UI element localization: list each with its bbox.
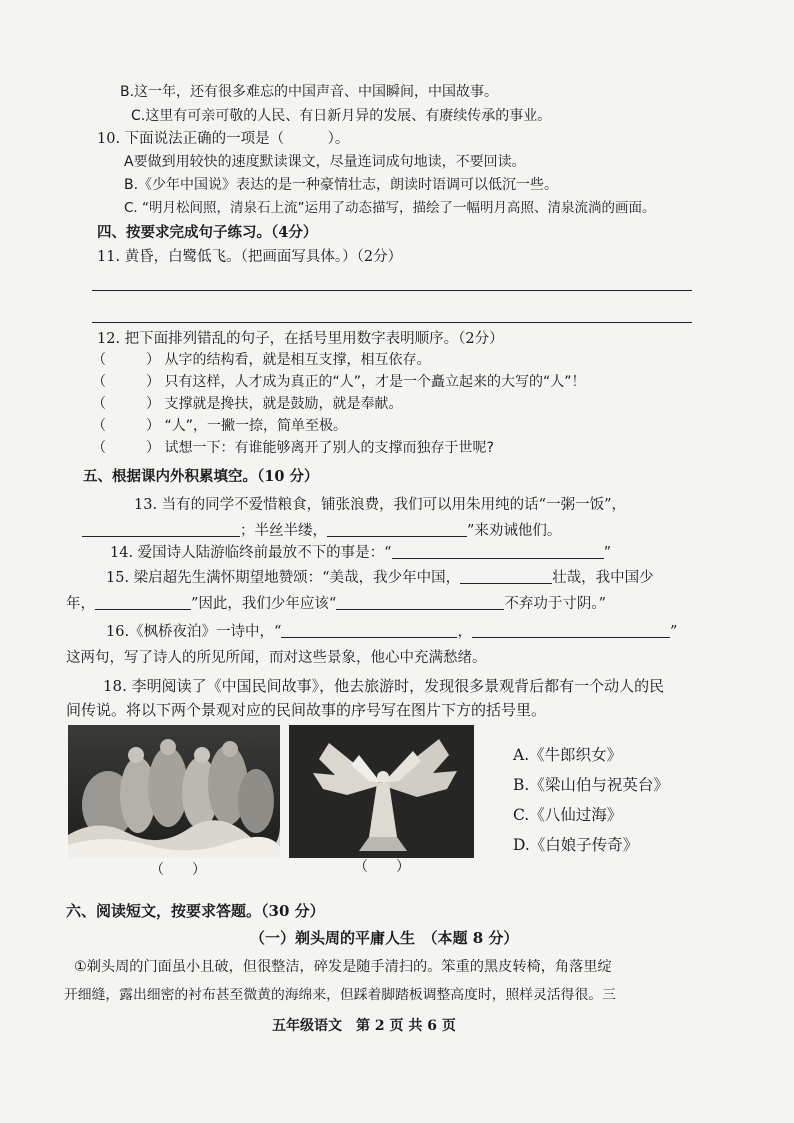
section4-heading: 四、按要求完成句子练习。（4分）: [97, 224, 318, 241]
sculpture-image: [68, 725, 280, 858]
passage-para1-line1: ①剃头周的门面虽小且破，但很整洁，碎发是随手清扫的。笨重的黑皮转椅，角落里绽: [74, 959, 612, 975]
q15-blank-2[interactable]: [95, 594, 191, 610]
q14-close: ”: [603, 545, 612, 561]
q16-blank-2[interactable]: [472, 622, 670, 638]
q15-end: 不弃功于寸阴。”: [504, 596, 606, 612]
q10-stem: 10. 下面说法正确的一项是（ ）。: [97, 131, 350, 147]
q13-blank-2[interactable]: [327, 521, 467, 537]
q16-comma: ，: [457, 624, 472, 640]
sentence-text: 只有这样，人才成为真正的“人”，才是一个矗立起来的大写的“人”！: [164, 374, 586, 390]
sentence-text: 试想一下：有谁能够离开了别人的支撑而独存于世呢?: [164, 440, 494, 456]
q14-stem: 14. 爱国诗人陆游临终前最放不下的事是：“: [110, 545, 392, 561]
paren-open: （: [92, 440, 106, 456]
passage-title: （一）剃头周的平庸人生 （本题 8 分）: [250, 929, 519, 947]
q16-blank-1[interactable]: [281, 622, 457, 638]
q13-line-1: 13. 当有的同学不爱惜粮食，铺张浪费，我们可以用朱用纯的话“一粥一饭”，: [134, 497, 626, 513]
q12-sentence-5: [92, 438, 494, 458]
sentence-text: “人”，一撇一捺，简单至极。: [164, 418, 347, 434]
q15-mid: 壮哉，我中国少: [552, 570, 654, 586]
q16-close: ”: [669, 624, 678, 640]
paren-close: ）: [146, 374, 160, 390]
q15-year: 年，: [66, 596, 95, 612]
story-option-c: C.《八仙过海》: [513, 806, 623, 824]
q11-stem: 11. 黄昏，白鹭低飞。（把画面写具体。）（2分）: [97, 249, 403, 265]
passage-para1-line2: 开细缝，露出细密的衬布甚至微黄的海绵来，但踩着脚踏板调整高度时，照样灵活得很。三: [64, 987, 616, 1003]
q18-line-1: 18. 李明阅读了《中国民间故事》，他去旅游时，发现很多景观背后都有一个动人的民: [103, 677, 665, 695]
q11-answer-line-2[interactable]: [92, 322, 692, 323]
q9-option-c: C.这里有可亲可敬的人民、有日新月异的发展、有赓续传承的事业。: [131, 108, 552, 124]
q12-sentence-2: [92, 372, 585, 392]
q10-option-b: B.《少年中国说》表达的是一种豪情壮志，朗读时语调可以低沉一些。: [124, 177, 559, 193]
story-option-a: A.《牛郎织女》: [513, 746, 623, 764]
q15-line-1: [106, 568, 654, 588]
q15-blank-3[interactable]: [336, 594, 504, 610]
q12-sentence-1: [92, 350, 430, 370]
section5-heading: 五、根据课内外积累填空。（10 分）: [83, 468, 319, 485]
q18-line-2: 间传说。将以下两个景观对应的民间故事的序号写在图片下方的括号里。: [66, 701, 547, 719]
paren-close: ）: [146, 352, 160, 368]
q10-option-a: A要做到用较快的速度默读课文，尽量连词成句地读，不要回读。: [124, 154, 526, 170]
q16-stem: 16.《枫桥夜泊》一诗中，“: [106, 624, 282, 640]
paren-close: ）: [146, 396, 160, 412]
q10-option-c: C. “明月松间照，清泉石上流”运用了动态描写，描绘了一幅明月高照、清泉流淌的画面。: [124, 200, 656, 216]
section6-heading: 六、阅读短文，按要求答题。（30 分）: [66, 902, 325, 920]
q12-stem: 12. 把下面排列错乱的句子，在括号里用数字表明顺序。（2分）: [97, 331, 504, 347]
dancer-image: [289, 725, 474, 858]
sentence-text: 从字的结构看，就是相互支撑，相互依存。: [164, 352, 431, 368]
q15-blank-1[interactable]: [460, 568, 552, 584]
q13-mid: ；半丝半缕，: [240, 523, 327, 539]
q13-end: ”来劝诫他们。: [467, 523, 562, 539]
q11-answer-line-1[interactable]: [92, 290, 692, 291]
paren-open: （: [92, 418, 106, 434]
paren-open: （: [92, 396, 106, 412]
q12-sentence-3: [92, 394, 402, 414]
q12-sentence-4: [92, 416, 347, 436]
q14-line: [110, 543, 611, 563]
paren-open: （: [92, 374, 106, 390]
q16-line-2: 这两句，写了诗人的所见所闻，而对这些景象，他心中充满愁绪。: [66, 650, 487, 666]
q9-option-b: B.这一年，还有很多难忘的中国声音、中国瞬间，中国故事。: [120, 84, 499, 100]
story-option-d: D.《白娘子传奇》: [513, 836, 639, 854]
image1-answer-paren[interactable]: （ ）: [150, 862, 206, 878]
q13-blank-1[interactable]: [82, 521, 240, 537]
sentence-text: 支撑就是搀扶，就是鼓励，就是奉献。: [164, 396, 403, 412]
image2-answer-paren[interactable]: （ ）: [354, 859, 410, 875]
q13-line-2: [82, 521, 561, 541]
q15-line-2: [66, 594, 606, 614]
q15-therefore: ”因此，我们少年应该“: [191, 596, 337, 612]
page-footer: 五年级语文 第 2 页 共 6 页: [272, 1018, 456, 1034]
paren-close: ）: [146, 418, 160, 434]
q15-stem: 15. 梁启超先生满怀期望地赞颂：“美哉，我少年中国，: [106, 570, 461, 586]
eight-immortals-photo: [68, 725, 280, 858]
story-option-b: B.《梁山伯与祝英台》: [513, 776, 669, 794]
paren-close: ）: [146, 440, 160, 456]
winged-dancer-photo: [289, 725, 474, 858]
q14-blank[interactable]: [392, 543, 604, 559]
q16-line-1: [106, 622, 677, 642]
paren-open: （: [92, 352, 106, 368]
